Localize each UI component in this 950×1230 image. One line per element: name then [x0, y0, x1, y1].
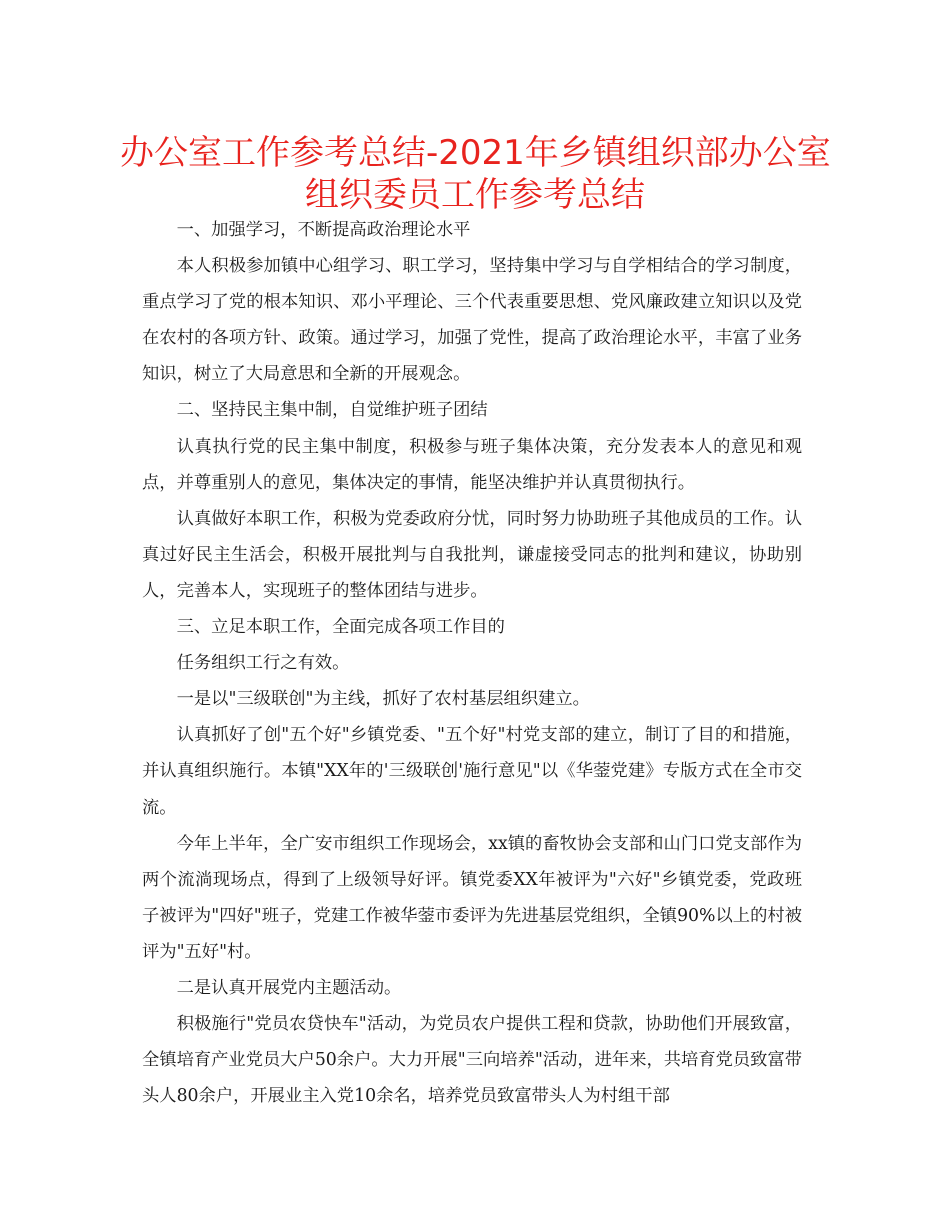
paragraph: 认真做好本职工作，积极为党委政府分忧，同时努力协助班子其他成员的工作。认真过好民主生活会，积极开展批判与自我批判，谦虚接受同志的批判和建议，协助别人，完善本人，实现班子的整体团结与进步。 — [142, 508, 802, 601]
document-title-line-2: 组织委员工作参考总结 — [305, 175, 645, 215]
document-body — [142, 212, 802, 1114]
paragraph: 认真抓好了创"五个好"乡镇党委、"五个好"村党支部的建立，制订了目的和措施，并认真组织施行。本镇"XX年的'三级联创'施行意见"以《华蓥党建》专版方式在全市交流。 — [142, 725, 802, 818]
paragraph: 二是认真开展党内主题活动。 — [176, 977, 402, 998]
document-title-line-1: 办公室工作参考总结-2021年乡镇组织部办公室 — [120, 133, 831, 173]
paragraph: 认真执行党的民主集中制度，积极参与班子集体决策，充分发表本人的意见和观点，并尊重别人的意见，集体决定的事情，能坚决维护并认真贯彻执行。 — [142, 436, 802, 493]
paragraph: 今年上半年，全广安市组织工作现场会，xx镇的畜牧协会支部和山门口党支部作为两个流淌现场点，得到了上级领导好评。镇党委XX年被评为"六好"乡镇党委，党政班子被评为"四好"班子，党建工作被华蓥市委评为先进基层党组织，全镇90%以上的村被评为"五好"村。 — [142, 833, 802, 962]
section-heading-2: 二、坚持民主集中制，自觉维护班子团结 — [176, 400, 488, 421]
paragraph: 本人积极参加镇中心组学习、职工学习，坚持集中学习与自学相结合的学习制度，重点学习了党的根本知识、邓小平理论、三个代表重要思想、党风廉政建立知识以及党在农村的各项方针、政策。通过学习，加强了党性，提高了政治理论水平，丰富了业务知识，树立了大局意思和全新的开展观念。 — [142, 256, 802, 385]
paragraph: 一是以"三级联创"为主线，抓好了农村基层组织建立。 — [176, 689, 590, 710]
paragraph: 任务组织工行之有效。 — [176, 653, 350, 674]
paragraph: 积极施行"党员农贷快车"活动，为党员农户提供工程和贷款，协助他们开展致富，全镇培育产业党员大户50余户。大力开展"三向培养"活动，进年来，共培育党员致富带头人80余户，开展业主入党10余名，培养党员致富带头人为村组干部 — [142, 1014, 803, 1107]
section-heading-3: 三、立足本职工作，全面完成各项工作目的 — [176, 617, 505, 638]
section-heading-1: 一、加强学习，不断提高政治理论水平 — [176, 220, 471, 240]
